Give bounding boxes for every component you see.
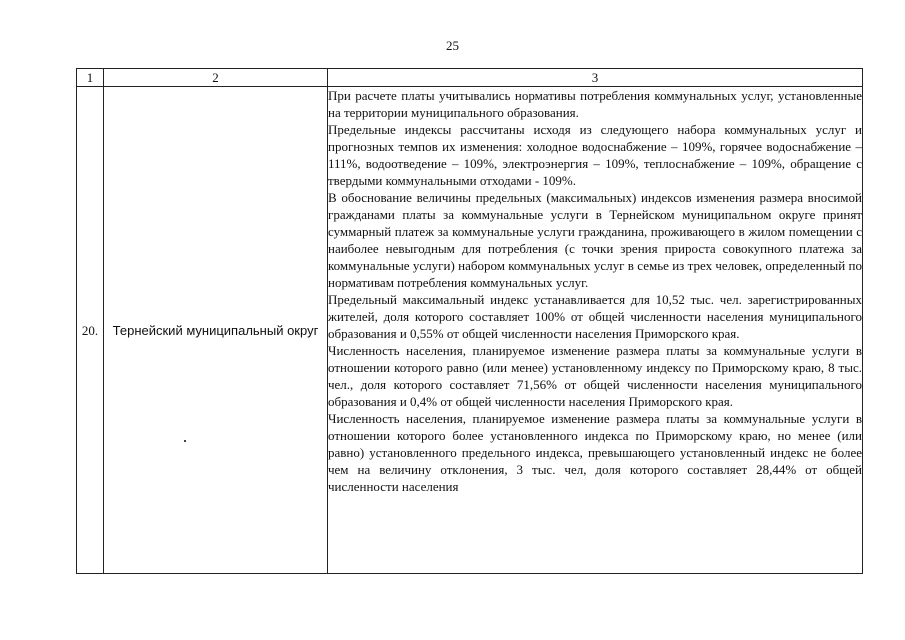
table-row — [77, 87, 863, 574]
paragraph: Численность населения, планируемое изменение размера платы за коммунальные услуги в отношении которого более установленного индекса по Приморскому краю, но менее (или равно) установленного предельного индекса, превышающего установленный индекс не более чем на величину отклонения, 3 тыс. чел, доля которого составляет 28,44% от общей численности населения — [328, 411, 862, 494]
paragraph: Предельные индексы рассчитаны исходя из следующего набора коммунальных услуг и прогнозных темпов их изменения: холодное водоснабжение – 109%, горячее водоснабжение – 111%, водоотведение – 109%, электроэнергия – 109%, теплоснабжение – 109%, обращение с твердыми коммунальными отходами - 109%. — [328, 122, 862, 188]
column-header-3: 3 — [328, 69, 863, 87]
document-table — [76, 68, 863, 574]
page-number: 25 — [446, 38, 459, 53]
municipality-name: Тернейский муниципальный округ — [104, 87, 328, 574]
paragraph: Численность населения, планируемое изменение размера платы за коммунальные услуги в отношении которого равно (или менее) установленному индексу по Приморскому краю, 8 тыс. чел., доля которого составляет 71,56% от общей численности населения муниципального образования и 0,4% от общей численности населения Приморского края. — [328, 343, 862, 409]
paragraph: Предельный максимальный индекс устанавливается для 10,52 тыс. чел. зарегистрированных жителей, доля которого составляет 100% от общей численности населения муниципального образования и 0,55% от общей численности населения Приморского края. — [328, 292, 862, 341]
table-header-row — [77, 69, 863, 87]
row-number: 20. — [77, 87, 104, 574]
scan-speck — [184, 440, 186, 442]
column-header-2: 2 — [104, 69, 328, 87]
row-description — [328, 87, 863, 574]
paragraph: При расчете платы учитывались нормативы потребления коммунальных услуг, установленные на территории муниципального образования. — [328, 88, 862, 120]
column-header-1: 1 — [77, 69, 104, 87]
paragraph: В обоснование величины предельных (максимальных) индексов изменения размера вносимой гражданами платы за коммунальные услуги в Тернейском муниципальном округе принят суммарный платеж за коммунальные услуги гражданина, проживающего в жилом помещении с наиболее невыгодным для потребления (с точки зрения прироста совокупного платежа за коммунальные услуги) набором коммунальных услуг в семье из трех человек, определенный по нормативам потребления коммунальных услуг. — [328, 190, 862, 290]
